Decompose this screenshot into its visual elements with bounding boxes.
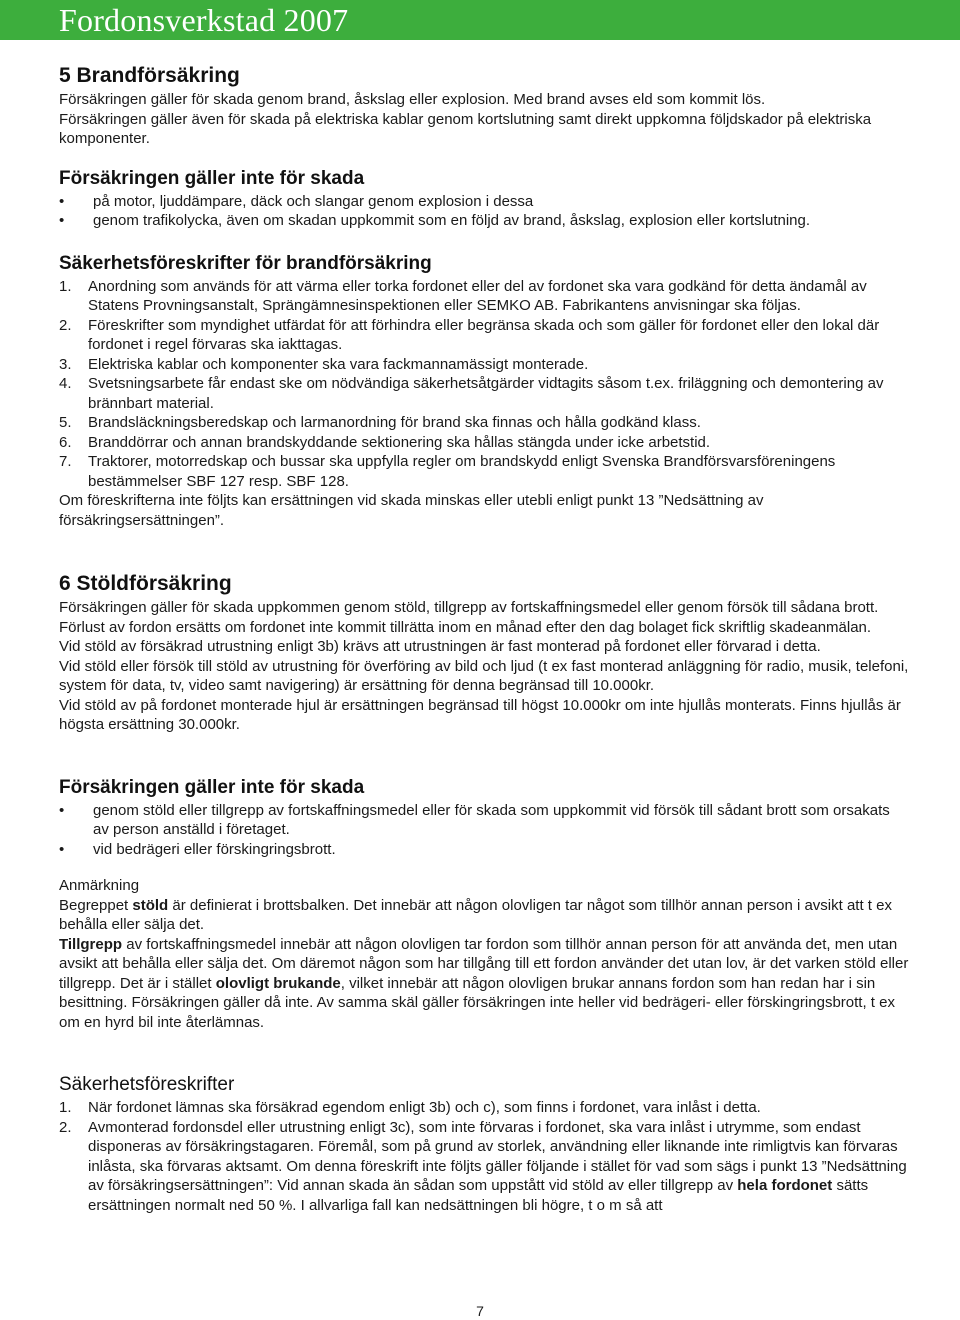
list-item: 3. Elektriska kablar och komponenter ska vara fackmannamässigt monterade. — [59, 355, 589, 373]
list-item: • vid bedrägeri eller förskingringsbrott. — [59, 840, 909, 860]
section6-exclusions-heading: Försäkringen gäller inte för skada — [59, 776, 365, 798]
list-item: • genom trafikolycka, även om skadan uppkommit som en följd av brand, åskslag, explosion eller kortslutning. — [59, 211, 909, 231]
list-item: 1. När fordonet lämnas ska försäkrad egendom enligt 3b) och c), som finns i fordonet, vara inlåst i detta. — [59, 1099, 761, 1116]
section6-safety-list — [59, 1098, 909, 1215]
list-item: 4. Svetsningsarbete får endast ske om nödvändiga säkerhetsåtgärder vidtagits såsom t.ex. friläggning och demontering av brännbart material. — [59, 375, 884, 412]
list-item: 2. Föreskrifter som myndighet utfärdat för att förhindra eller begränsa skada och som gäller för fordonet eller den lokal där fordonet i regel förvaras ska iakttagas. — [59, 316, 880, 353]
note-label: Anmärkning — [59, 877, 140, 894]
list-item: • på motor, ljuddämpare, däck och slangar genom explosion i dessa — [59, 192, 909, 212]
section5-exclusions-list — [59, 192, 909, 231]
section6-safety-heading: Säkerhetsföreskrifter — [59, 1074, 235, 1095]
note-paragraph-2: Tillgrepp av fortskaffningsmedel innebär att någon olovligen tar fordon som tillhör annan person för att använda det, men utan avsikt att behålla eller sälja det. Om däremot någon som har tillgång till ett fordon använder det utan lov, är det varken stöld eller tillgrepp. Det är i stället olovligt brukande, vilket innebär att någon olovligen brukar annans fordon som han redan har i sin besittning. Försäkringen gäller då inte. Av samma skäl gäller försäkringen inte heller vid bedrägeri- eller förskingringsbrott, t ex om en hyrd bil inte återlämnas. — [59, 935, 909, 1031]
section6-paragraph: Vid stöld eller försök till stöld av utrustning för överföring av bild och ljud (t ex fast monterad anläggning för radio, musik, telefoni, system för data, tv, video samt navigering) är ersättning för denna begränsad till 10.000kr. — [59, 657, 909, 694]
section6-paragraph: Försäkringen gäller för skada uppkommen genom stöld, tillgrepp av fortskaffningsmedel eller genom försök till sådana brott. — [59, 599, 879, 616]
header-banner — [0, 0, 960, 40]
section6-exclusions-list — [59, 801, 909, 860]
section6-paragraph: Vid stöld av försäkrad utrustning enligt 3b) krävs att utrustningen är fast monterad på fordonet eller förvarad i detta. — [59, 638, 821, 655]
section5-intro-1: Försäkringen gäller för skada genom brand, åskslag eller explosion. Med brand avses eld som kommit lös. — [59, 91, 766, 108]
note-paragraph-1: Begreppet stöld är definierat i brottsbalken. Det innebär att någon olovligen tar något som tillhör annan person i avsikt att t ex behålla eller sälja det. — [59, 896, 892, 933]
section5-safety-list — [59, 277, 909, 492]
page-number: 7 — [476, 1303, 484, 1319]
list-item: 7. Traktorer, motorredskap och bussar ska uppfylla regler om brandskydd enligt Svenska Brandförsvarsföreningens bestämmelser SBF 127 resp. SBF 128. — [59, 453, 836, 490]
section5-exclusions-heading: Försäkringen gäller inte för skada — [59, 167, 365, 189]
section5-closing: Om föreskrifterna inte följts kan ersättningen vid skada minskas eller utebli enligt punkt 13 ”Nedsättning av försäkringsersättningen”. — [59, 492, 764, 529]
list-item: • genom stöld eller tillgrepp av fortskaffningsmedel eller för skada som uppkommit vid försök till sådant brott som orsakats av person anställd i företaget. — [59, 801, 909, 840]
section6-paragraph: Förlust av fordon ersätts om fordonet inte kommit tillrätta inom en månad efter den dag bolaget fick skriftlig skadeanmälan. — [59, 618, 872, 636]
list-item: 6. Branddörrar och annan brandskyddande sektionering ska hållas stängda under icke arbetstid. — [59, 433, 711, 451]
section6-heading: 6 Stöldförsäkring — [59, 572, 232, 595]
document-title: Fordonsverkstad 2007 — [59, 2, 349, 38]
list-item: 2. Avmonterad fordonsdel eller utrustning enligt 3c), som inte förvaras i fordonet, ska vara inlåst i utrymme, som endast disponeras av försäkringstagaren. Föremål, som på grund av storlek, användning eller liknande inte rimligtvis kan förvaras inlåsta, ska förvaras aktsamt. Om denna föreskrift inte följts gäller följande i stället för vad som sägs i punkt 13 ”Nedsättning av försäkringsersättningen”: Vid annan skada än sådan som uppstått vid stöld av eller tillgrepp av hela fordonet sätts ersättningen normalt ned 50 %. I allvarliga fall kan nedsättningen bli högre, t o m så att — [59, 1118, 907, 1214]
list-item: 5. Brandsläckningsberedskap och larmanordning för brand ska finnas och hålla godkänd klass. — [59, 414, 701, 431]
section5-safety-heading: Säkerhetsföreskrifter för brandförsäkring — [59, 252, 432, 274]
list-item: 1. Anordning som används för att värma eller torka fordonet eller del av fordonet ska vara godkänd för detta ändamål av Statens Provningsanstalt, Sprängämnesinspektionen eller SEMKO AB. Fabrikantens anvisningar ska följas. — [59, 277, 867, 314]
section5-intro-2: Försäkringen gäller även för skada på elektriska kablar genom kortslutning samt direkt uppkomna följdskador på elektriska komponenter. — [59, 110, 872, 147]
section6-paragraph: Vid stöld av på fordonet monterade hjul är ersättningen begränsad till högst 10.000kr om inte hjullås monterats. Finns hjullås är högsta ersättning 30.000kr. — [59, 696, 901, 733]
section5-heading: 5 Brandförsäkring — [59, 64, 240, 87]
page-content — [59, 62, 909, 1215]
